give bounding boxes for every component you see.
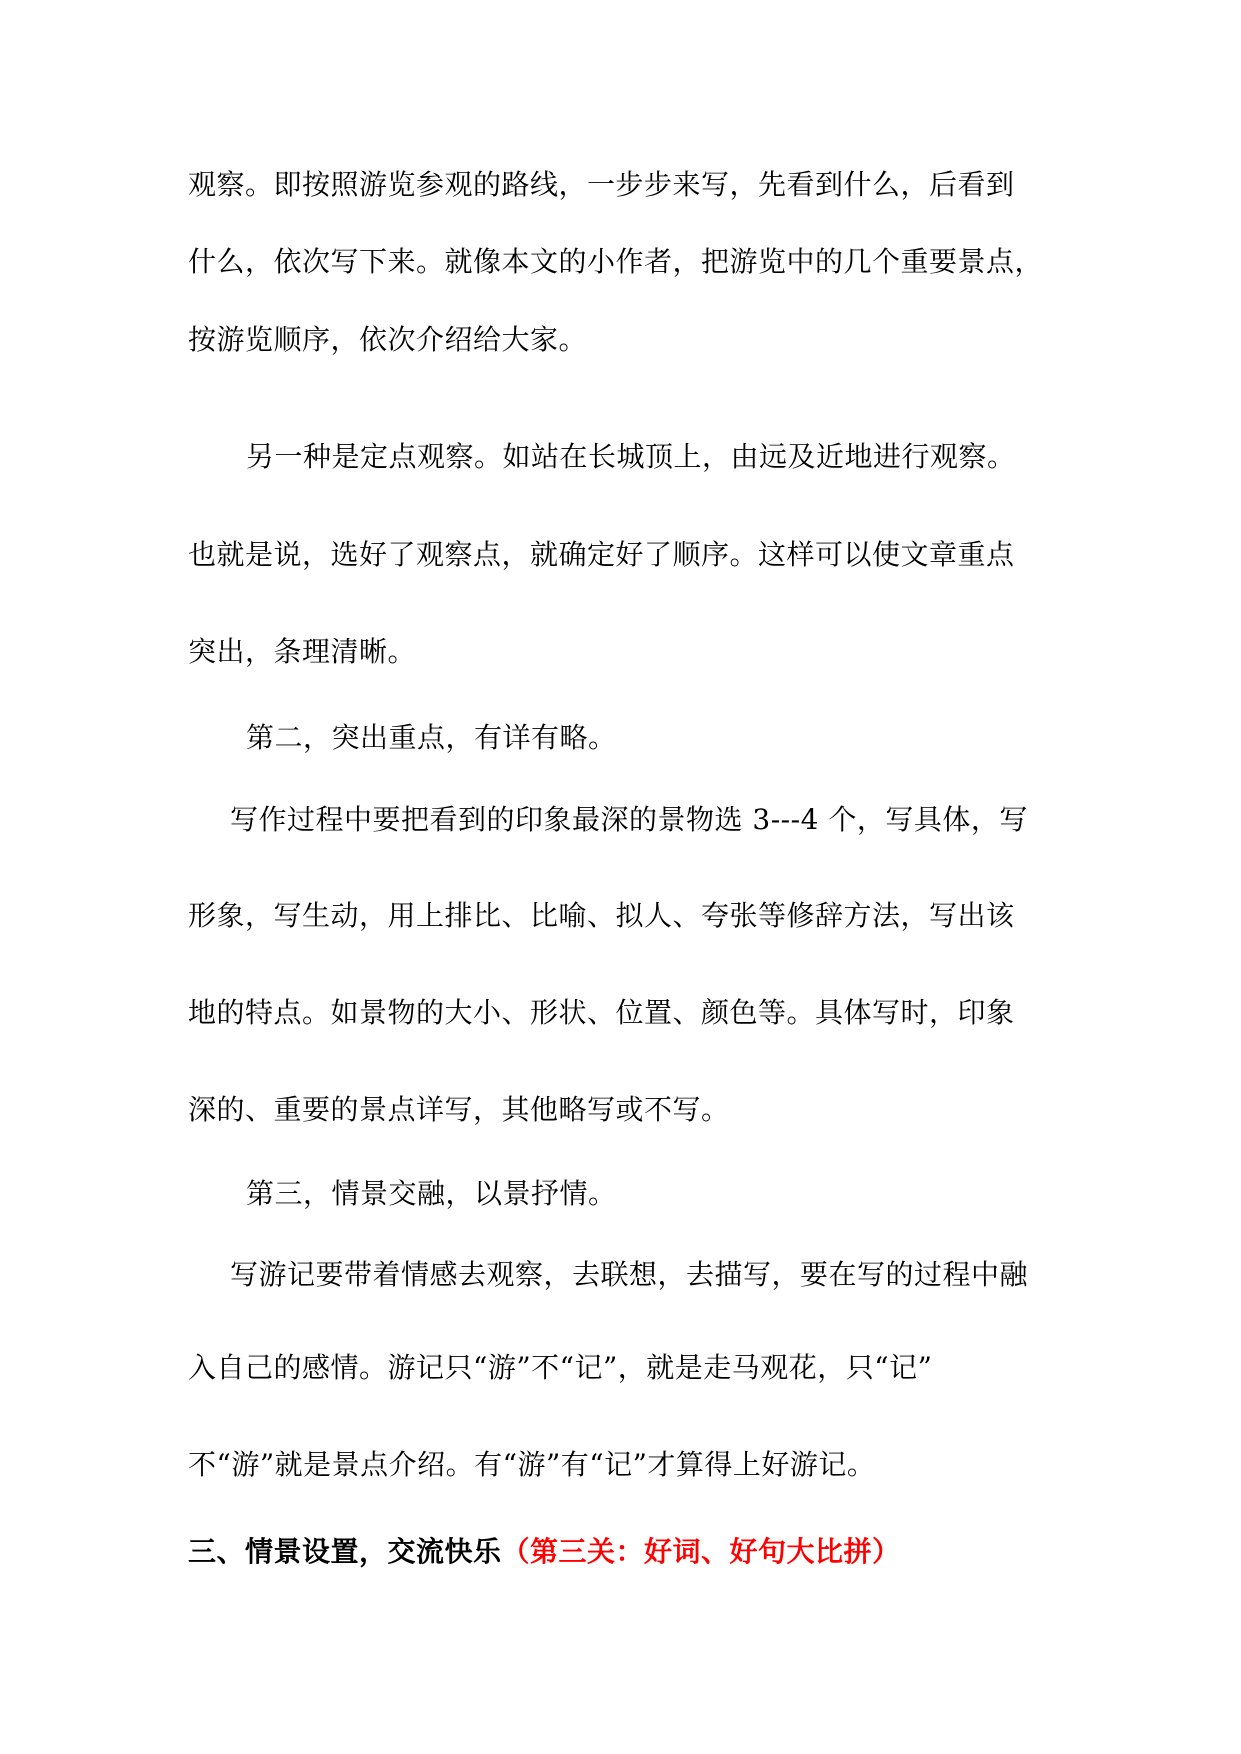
paragraph-line: 地的特点。如景物的大小、形状、位置、颜色等。具体写时，印象	[188, 996, 1015, 1029]
paragraph-line: 写游记要带着情感去观察，去联想，去描写，要在写的过程中融	[230, 1258, 1029, 1291]
paragraph-line: 另一种是定点观察。如站在长城顶上，由远及近地进行观察。	[246, 440, 1016, 473]
paragraph-line: 第三，情景交融，以景抒情。	[246, 1177, 617, 1210]
paragraph-line: 不“游”就是景点介绍。有“游”有“记”才算得上好游记。	[188, 1448, 876, 1481]
paragraph-line: 按游览顺序，依次介绍给大家。	[188, 323, 588, 356]
paragraph-line: 深的、重要的景点详写，其他略写或不写。	[188, 1093, 730, 1126]
paragraph-line: 观察。即按照游览参观的路线，一步步来写，先看到什么，后看到	[188, 168, 1015, 201]
paragraph-line: 什么，依次写下来。就像本文的小作者，把游览中的几个重要景点，	[188, 245, 1044, 278]
section-heading-highlight: （第三关：好词、好句大比拼）	[501, 1535, 901, 1568]
paragraph-line: 写作过程中要把看到的印象最深的景物选 3---4 个，写具体，写	[230, 803, 1028, 836]
paragraph-line: 入自己的感情。游记只“游”不“记”，就是走马观花，只“记”	[188, 1351, 933, 1384]
paragraph-line: 突出，条理清晰。	[188, 635, 417, 668]
paragraph-line: 也就是说，选好了观察点，就确定好了顺序。这样可以使文章重点	[188, 538, 1015, 571]
paragraph-line: 形象，写生动，用上排比、比喻、拟人、夸张等修辞方法，写出该	[188, 899, 1015, 932]
paragraph-line: 第二，突出重点，有详有略。	[246, 721, 617, 754]
section-heading-text: 三、情景设置，交流快乐	[188, 1535, 502, 1568]
section-heading	[188, 1532, 901, 1572]
